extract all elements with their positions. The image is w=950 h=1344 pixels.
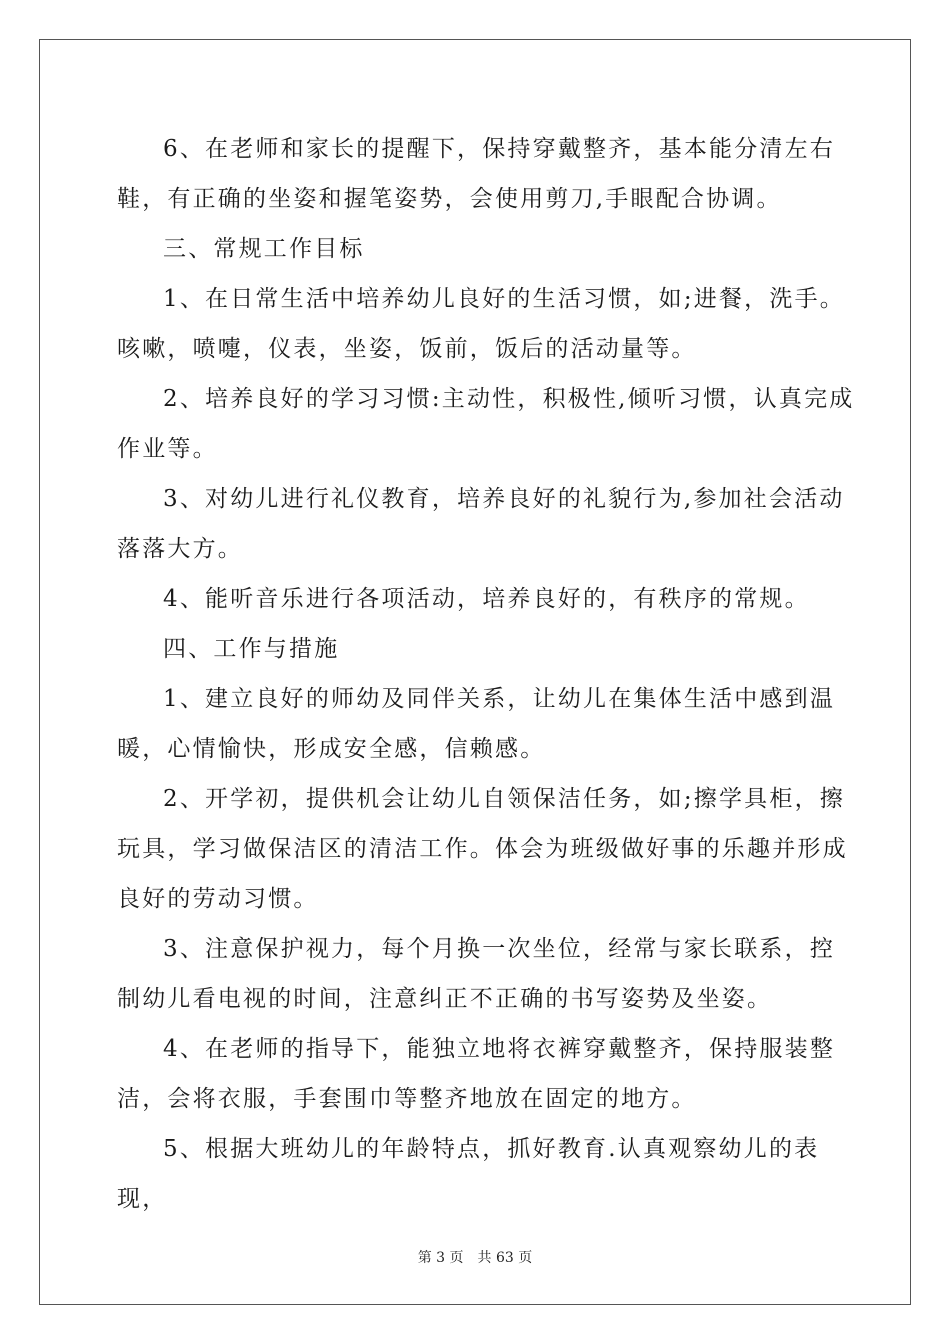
paragraph-routine-1: 1、在日常生活中培养幼儿良好的生活习惯，如;进餐，洗手。咳嗽，喷嚏，仪表，坐姿，饭前，饭后的活动量等。 bbox=[117, 286, 845, 362]
heading-routine-goals: 三、常规工作目标 bbox=[163, 236, 365, 262]
paragraph-measure-1: 1、建立良好的师幼及同伴关系，让幼儿在集体生活中感到温暖，心情愉快，形成安全感，信赖感。 bbox=[117, 686, 836, 762]
document-body bbox=[117, 124, 857, 1224]
paragraph-measure-2: 2、开学初，提供机会让幼儿自领保洁任务，如;擦学具柜，擦玩具，学习做保洁区的清洁工作。体会为班级做好事的乐趣并形成良好的劳动习惯。 bbox=[117, 786, 848, 912]
paragraph-measure-5: 5、根据大班幼儿的年龄特点，抓好教育.认真观察幼儿的表现， bbox=[117, 1136, 820, 1212]
paragraph-goal-6: 6、在老师和家长的提醒下，保持穿戴整齐，基本能分清左右鞋，有正确的坐姿和握笔姿势，会使用剪刀,手眼配合协调。 bbox=[117, 136, 836, 212]
paragraph-measure-4: 4、在老师的指导下，能独立地将衣裤穿戴整齐，保持服装整洁，会将衣服，手套围巾等整齐地放在固定的地方。 bbox=[117, 1036, 836, 1112]
page-number-footer: 第 3 页 共 63 页 bbox=[417, 1250, 533, 1266]
paragraph-routine-4: 4、能听音乐进行各项活动，培养良好的，有秩序的常规。 bbox=[163, 586, 810, 612]
paragraph-routine-2: 2、培养良好的学习习惯:主动性，积极性,倾听习惯，认真完成作业等。 bbox=[117, 386, 855, 462]
paragraph-routine-3: 3、对幼儿进行礼仪教育，培养良好的礼貌行为,参加社会活动落落大方。 bbox=[117, 486, 845, 562]
heading-work-measures: 四、工作与措施 bbox=[163, 636, 340, 662]
paragraph-measure-3: 3、注意保护视力，每个月换一次坐位，经常与家长联系，控制幼儿看电视的时间，注意纠正不正确的书写姿势及坐姿。 bbox=[117, 936, 836, 1012]
